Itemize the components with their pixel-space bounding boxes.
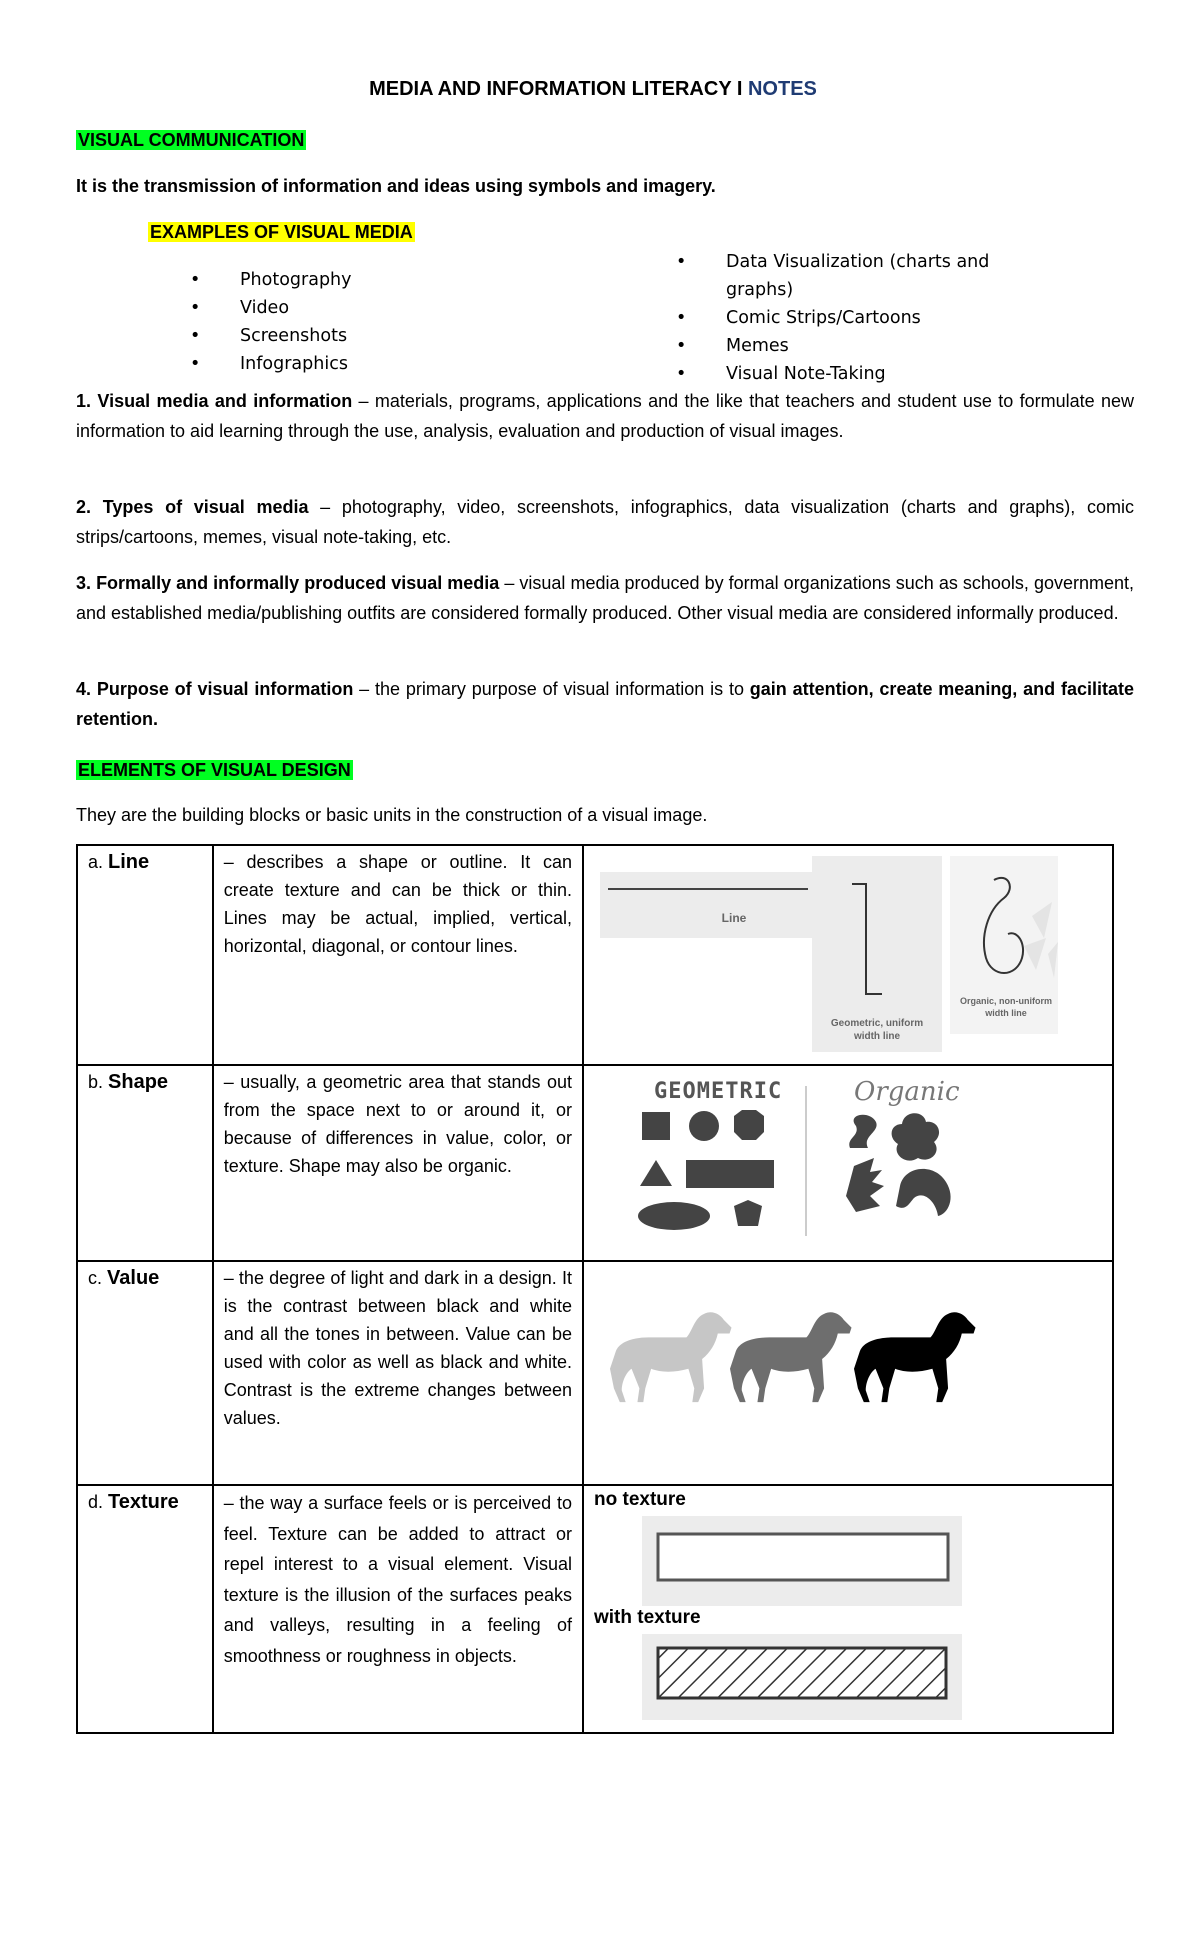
examples-list-right [676,248,1006,388]
title-notes: NOTES [747,78,817,100]
svg-text:width line: width line [853,1031,901,1042]
svg-text:GEOMETRIC: GEOMETRIC [654,1079,783,1104]
shape-description: – usually, a geometric area that stands out from the space next to or around it, or because of differences in value, color, or texture. Shape may also be organic. [213,1065,583,1261]
value-examples-graphic [584,1262,1112,1476]
elements-intro: They are the building blocks or basic units in the construction of a visual image. [76,805,708,825]
rectangle-shape [686,1160,774,1188]
point-4: 4. Purpose of visual information – the primary purpose of visual information is to gain attention, create meaning, and facilitate retention. [76,679,1134,729]
svg-text:Organic, non-uniform: Organic, non-uniform [960,996,1052,1006]
list-item: • Memes [676,332,1006,360]
visual-communication-definition: It is the transmission of information and ideas using symbols and imagery. [76,176,716,196]
value-illustration [583,1261,1113,1485]
line-description: – describes a shape or outline. It can create texture and can be thick or thin. Lines may be actual, implied, vertical, horizontal, diagonal, or contour lines. [213,845,583,1065]
with-texture-label: with texture [594,1607,701,1628]
point-1: 1. Visual media and information – materials, programs, applications and the like that teachers and student use to formulate new information to aid learning through the use, analysis, evaluation and production of visual images. [76,391,1134,441]
organic-shape-2 [892,1113,939,1160]
line-example-box [600,872,812,938]
line-illustration [583,845,1113,1065]
page-title [60,78,1126,101]
triangle-shape [640,1160,672,1186]
organic-shape-1 [849,1115,876,1148]
table-row: b. Shape – usually, a geometric area that stands out from the space next to or around it, or because of differences in value, color, or texture. Shape may also be organic. GEOMETRIC Organic [77,1065,1113,1261]
hatched-rectangle [658,1648,946,1698]
square-shape [642,1112,670,1140]
no-texture-graphic [642,1516,962,1606]
dark-dog-silhouette [854,1312,976,1402]
elements-heading: ELEMENTS OF VISUAL DESIGN [78,760,351,780]
ellipse-shape [638,1202,710,1230]
svg-text:Geometric, uniform: Geometric, uniform [830,1018,924,1029]
svg-text:Organic: Organic [854,1077,960,1107]
list-item: • Photography [190,266,490,294]
table-row: c. Value – the degree of light and dark in a design. It is the contrast between black and white and all the tones in between. Value can be used with color as well as black and white. Contrast is the extreme changes between values. [77,1261,1113,1485]
visual-communication-heading: VISUAL COMMUNICATION [78,130,305,150]
document-page [76,74,1134,1666]
texture-description: – the way a surface feels or is perceived to feel. Texture can be added to attract or repel interest to a visual element. Visual texture is the illusion of the surfaces peaks and valleys, resulting in a feeling of smoothness or roughness in objects. [213,1485,583,1733]
with-texture-graphic [642,1634,962,1720]
medium-dog-silhouette [730,1312,852,1402]
list-item: • Comic Strips/Cartoons [676,304,1006,332]
octagon-shape [734,1110,764,1140]
organic-shape-3 [846,1158,884,1212]
examples-list-left [190,266,490,378]
table-row: a. Line – describes a shape or outline. It can create texture and can be thick or thin. Lines may be actual, implied, vertical, horizontal, diagonal, or contour lines. Line Geometric, uniform width line Organic, non-uniform width line [77,845,1113,1065]
list-item: • Data Visualization (charts and graphs) [676,248,1006,304]
list-item: • Infographics [190,350,490,378]
circle-shape [689,1111,719,1141]
point-2: 2. Types of visual media – photography, video, screenshots, infographics, data visualization (charts and graphs), comic strips/cartoons, memes, visual note-taking, etc. [76,497,1134,547]
plain-rectangle [658,1534,948,1580]
table-row: d. Texture – the way a surface feels or is perceived to feel. Texture can be added to attract or repel interest to a visual element. Visual texture is the illusion of the surfaces peaks and valleys, resulting in a feeling of smoothness or roughness in objects. no texture with texture [77,1485,1113,1733]
shape-illustration [583,1065,1113,1261]
no-texture-label: no texture [594,1489,686,1510]
organic-shape-4 [896,1169,951,1216]
shape-examples-graphic [584,1066,1112,1252]
light-dog-silhouette [610,1312,732,1402]
title-main: MEDIA AND INFORMATION LITERACY I [369,78,743,100]
list-item: • Video [190,294,490,322]
point-3: 3. Formally and informally produced visual media – visual media produced by formal organizations such as schools, government, and established media/publishing outfits are considered formally produced. Other visual media are considered informally produced. [76,573,1134,623]
pentagon-shape [734,1200,762,1226]
texture-illustration [583,1485,1113,1733]
elements-table [76,844,1114,1734]
value-description: – the degree of light and dark in a design. It is the contrast between black and white and all the tones in between. Value can be used with color as well as black and white. Contrast is the extreme changes between values. [213,1261,583,1485]
list-item: • Visual Note-Taking [676,360,1006,388]
svg-text:Line: Line [721,911,747,925]
line-examples-graphic [584,846,1112,1056]
list-item: • Screenshots [190,322,490,350]
examples-heading: EXAMPLES OF VISUAL MEDIA [150,222,413,242]
svg-text:width line: width line [985,1008,1027,1018]
